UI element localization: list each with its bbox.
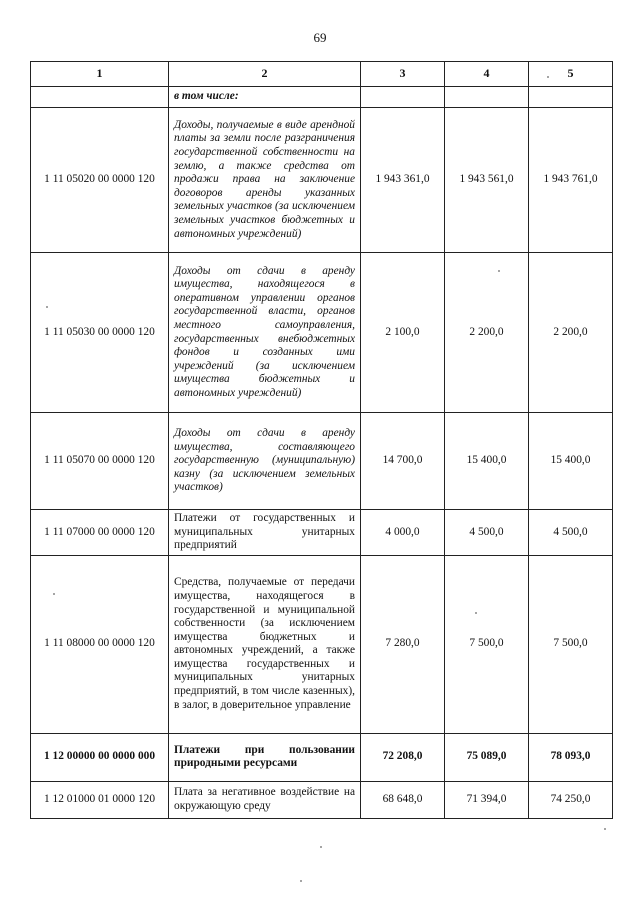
budget-code-cell: 1 11 05020 00 0000 120 xyxy=(31,108,169,253)
value-col4-cell: 4 500,0 xyxy=(445,510,529,556)
table-row xyxy=(31,413,613,510)
revenue-name-cell: Доходы от сдачи в аренду имущества, составляющего государственную (муниципальную) казну (за исключением земельных участков) xyxy=(169,413,361,510)
revenue-table xyxy=(30,61,613,819)
scan-speck xyxy=(547,76,549,78)
column-header: 1 xyxy=(31,62,169,87)
budget-code-cell: 1 11 05070 00 0000 120 xyxy=(31,413,169,510)
scan-speck xyxy=(604,828,606,830)
empty-cell xyxy=(529,87,613,108)
value-col3-cell: 68 648,0 xyxy=(361,781,445,818)
scan-speck xyxy=(498,270,500,272)
scan-speck xyxy=(53,593,55,595)
value-col4-cell: 2 200,0 xyxy=(445,253,529,413)
budget-code-cell: 1 11 08000 00 0000 120 xyxy=(31,555,169,733)
column-header: 4 xyxy=(445,62,529,87)
subheader-text: в том числе: xyxy=(169,87,361,108)
value-col5-cell: 4 500,0 xyxy=(529,510,613,556)
value-col3-cell: 7 280,0 xyxy=(361,555,445,733)
value-col5-cell: 2 200,0 xyxy=(529,253,613,413)
budget-code-cell: 1 11 05030 00 0000 120 xyxy=(31,253,169,413)
table-header-row xyxy=(31,62,613,87)
empty-cell xyxy=(445,87,529,108)
value-col4-cell: 7 500,0 xyxy=(445,555,529,733)
value-col5-cell: 1 943 761,0 xyxy=(529,108,613,253)
value-col4-cell: 15 400,0 xyxy=(445,413,529,510)
column-header: 2 xyxy=(169,62,361,87)
value-col3-cell: 1 943 361,0 xyxy=(361,108,445,253)
page-number: 69 xyxy=(313,30,327,45)
scan-speck xyxy=(46,306,48,308)
revenue-name-cell: Средства, получаемые от передачи имущества, находящегося в государственной и муниципальной собственности (за исключением имущества бюджетных и автономных учреждений, а также имущества государственных и муниципальных унитарных предприятий, в том числе казенных), в залог, в доверительное управление xyxy=(169,555,361,733)
value-col5-cell: 74 250,0 xyxy=(529,781,613,818)
revenue-name-cell: Платежи от государственных и муниципальных унитарных предприятий xyxy=(169,510,361,556)
table-row xyxy=(31,733,613,781)
column-header: 3 xyxy=(361,62,445,87)
revenue-name-cell: Платежи при пользовании природными ресурсами xyxy=(169,733,361,781)
value-col4-cell: 1 943 561,0 xyxy=(445,108,529,253)
revenue-name-cell: Доходы, получаемые в виде арендной платы за земли после разграничения государственной собственности на землю, а также средства от продажи права на заключение договоров аренды указанных земельных участков (за исключением земельных участков бюджетных и автономных учреждений) xyxy=(169,108,361,253)
value-col5-cell: 15 400,0 xyxy=(529,413,613,510)
table-row xyxy=(31,781,613,818)
scan-speck xyxy=(300,880,302,882)
value-col4-cell: 71 394,0 xyxy=(445,781,529,818)
budget-code-cell: 1 12 00000 00 0000 000 xyxy=(31,733,169,781)
scan-speck xyxy=(320,846,322,848)
column-header: 5 xyxy=(529,62,613,87)
revenue-name-cell: Доходы от сдачи в аренду имущества, находящегося в оперативном управлении органов государственной власти, органов местного самоуправления, государственных внебюджетных фондов и созданных ими учреждений (за исключением имущества бюджетных и автономных учреждений) xyxy=(169,253,361,413)
budget-code-cell: 1 12 01000 01 0000 120 xyxy=(31,781,169,818)
value-col4-cell: 75 089,0 xyxy=(445,733,529,781)
value-col3-cell: 2 100,0 xyxy=(361,253,445,413)
revenue-name-cell: Плата за негативное воздействие на окружающую среду xyxy=(169,781,361,818)
table-row xyxy=(31,253,613,413)
scan-speck xyxy=(475,612,477,614)
table-row xyxy=(31,510,613,556)
empty-cell xyxy=(361,87,445,108)
value-col3-cell: 4 000,0 xyxy=(361,510,445,556)
value-col3-cell: 72 208,0 xyxy=(361,733,445,781)
table-row xyxy=(31,555,613,733)
budget-code-cell: 1 11 07000 00 0000 120 xyxy=(31,510,169,556)
value-col5-cell: 78 093,0 xyxy=(529,733,613,781)
table-row xyxy=(31,108,613,253)
value-col5-cell: 7 500,0 xyxy=(529,555,613,733)
empty-cell xyxy=(31,87,169,108)
subheader-row xyxy=(31,87,613,108)
value-col3-cell: 14 700,0 xyxy=(361,413,445,510)
